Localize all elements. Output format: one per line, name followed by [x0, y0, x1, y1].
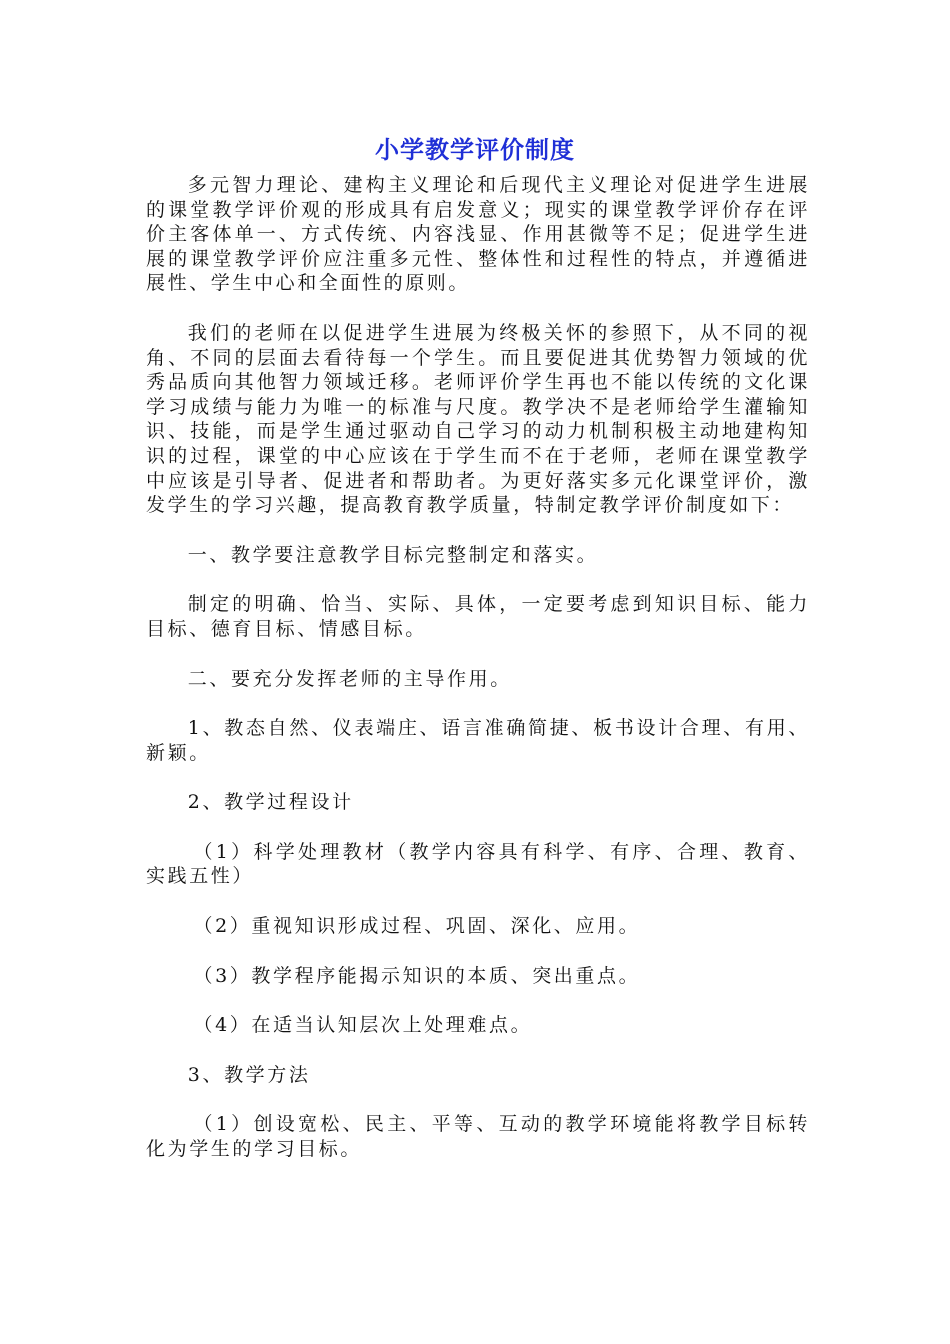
list-item-2: 2、教学过程设计 [187, 791, 354, 814]
list-item-3: 3、教学方法 [187, 1063, 311, 1086]
sub-item-2-1: （1）科学处理教材（教学内容具有科学、有序、合理、教育、实践五性） [146, 840, 810, 888]
sub-item-2-3: （3）教学程序能揭示知识的本质、突出重点。 [193, 964, 641, 987]
list-item-1: 1、教态自然、仪表端庄、语言准确简捷、板书设计合理、有用、新颖。 [146, 717, 810, 764]
paragraph-goals: 制定的明确、恰当、实际、具体，一定要考虑到知识目标、能力目标、德育目标、情感目标。 [146, 593, 810, 640]
sub-item-3-1: （1）创设宽松、民主、平等、互动的教学环境能将教学目标转化为学生的学习目标。 [146, 1113, 810, 1161]
document-title: 小学教学评价制度 [375, 136, 575, 164]
section-heading-2: 二、要充分发挥老师的主导作用。 [187, 667, 512, 690]
paragraph-teacher-role: 我们的老师在以促进学生进展为终极关怀的参照下，从不同的视角、不同的层面去看待每一个学生。而且要促进其优势智力领域的优秀品质向其他智力领域迁移。老师评价学生再也不能以传统的文化课学习成绩与能力为唯一的标准与尺度。教学决不是老师给学生灌输知识、技能，而是学生通过驱动自己学习的动力机制积极主动地建构知识的过程，课堂的中心应该在于学生而不在于老师，老师在课堂教学中应该是引导者、促进者和帮助者。为更好落实多元化课堂评价，激发学生的学习兴趣，提高教育教学质量，特制定教学评价制度如下： [146, 321, 810, 517]
document-body [146, 173, 810, 1187]
sub-item-2-2: （2）重视知识形成过程、巩固、深化、应用。 [193, 915, 641, 938]
section-heading-1: 一、教学要注意教学目标完整制定和落实。 [187, 543, 599, 566]
sub-item-2-4: （4）在适当认知层次上处理难点。 [193, 1014, 533, 1037]
paragraph-intro: 多元智力理论、建构主义理论和后现代主义理论对促进学生进展的课堂教学评价观的形成具有启发意义；现实的课堂教学评价存在评价主客体单一、方式传统、内容浅显、作用甚微等不足；促进学生进展的课堂教学评价应注重多元性、整体性和过程性的特点，并遵循进展性、学生中心和全面性的原则。 [146, 174, 810, 295]
